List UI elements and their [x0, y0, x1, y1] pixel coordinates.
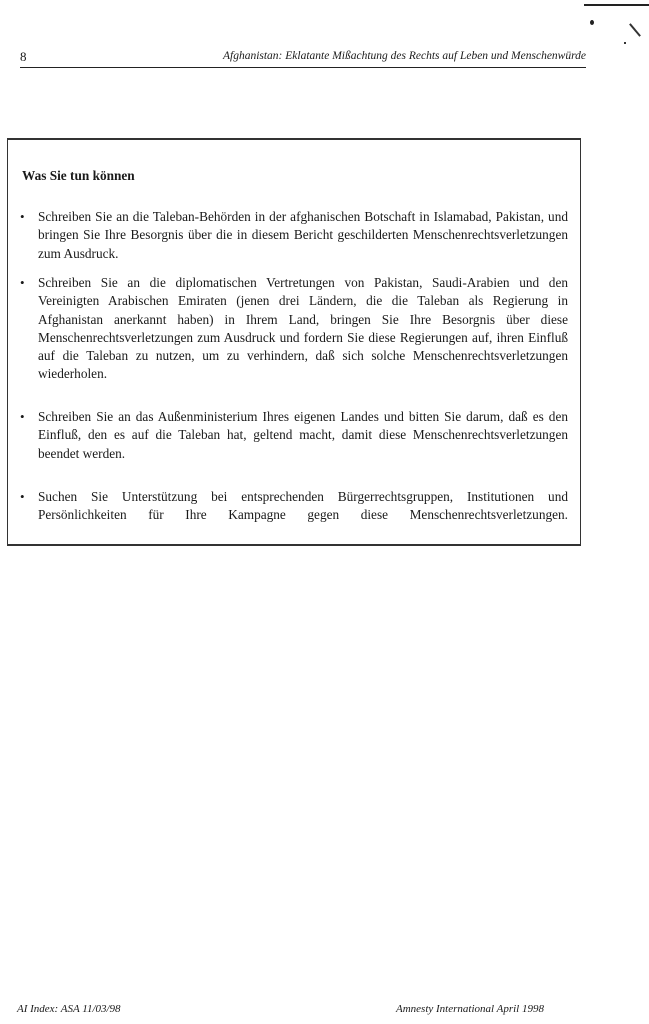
scan-artifact-dot	[590, 20, 594, 25]
action-text: Schreiben Sie an das Außenministerium Ihres eigenen Landes und bitten Sie darum, daß es den Einfluß, den es auf die Taleban hat, geltend macht, damit diese Menschenrechtsverletzungen beendet werden.	[38, 409, 568, 461]
action-text: Schreiben Sie an die diplomatischen Vertretungen von Pakistan, Saudi-Arabien und den Vereinigten Arabischen Emiraten (jenen drei Ländern, die die Taleban als Regierung in Afghanistan anerkannt haben) in Ihrem Land, bringen Sie Ihre Besorgnis über diese Menschenrechtsverletzungen zum Ausdruck und fordern Sie diese Regierungen auf, ihren Einfluß auf die Taleban zu nutzen, um zu verhindern, daß sich solche Menschenrechtsverletzungen wiederholen.	[38, 275, 568, 382]
page-number: 8	[20, 49, 27, 64]
bullet-icon: •	[20, 209, 25, 224]
action-box	[7, 138, 581, 546]
running-title: Afghanistan: Eklatante Mißachtung des Rechts auf Leben und Menschenwürde	[222, 50, 586, 62]
action-list-item	[20, 408, 568, 463]
bullet-icon: •	[20, 409, 25, 424]
bullet-icon: •	[20, 275, 25, 290]
action-list-item	[20, 208, 568, 263]
scan-artifact-arrow	[629, 23, 641, 37]
bullet-icon: •	[20, 489, 25, 504]
footer-publisher-date: Amnesty International April 1998	[396, 1003, 544, 1015]
footer-ai-index: AI Index: ASA 11/03/98	[17, 1003, 121, 1015]
scan-artifact-speck	[624, 42, 626, 44]
action-text: Schreiben Sie an die Taleban-Behörden in der afghanischen Botschaft in Islamabad, Pakistan, und bringen Sie Ihre Besorgnis über die in diesem Bericht geschilderten Menschenrechtsverletzungen zum Ausdruck.	[38, 209, 568, 261]
action-box-title: Was Sie tun können	[22, 168, 135, 183]
action-list-item	[20, 488, 568, 525]
page-header	[20, 49, 586, 68]
scan-artifact-line	[584, 4, 649, 6]
action-list-item	[20, 274, 568, 384]
action-text: Suchen Sie Unterstützung bei entsprechenden Bürgerrechtsgruppen, Institutionen und Persönlichkeiten für Ihre Kampagne gegen diese Menschenrechtsverletzungen.	[38, 489, 568, 523]
